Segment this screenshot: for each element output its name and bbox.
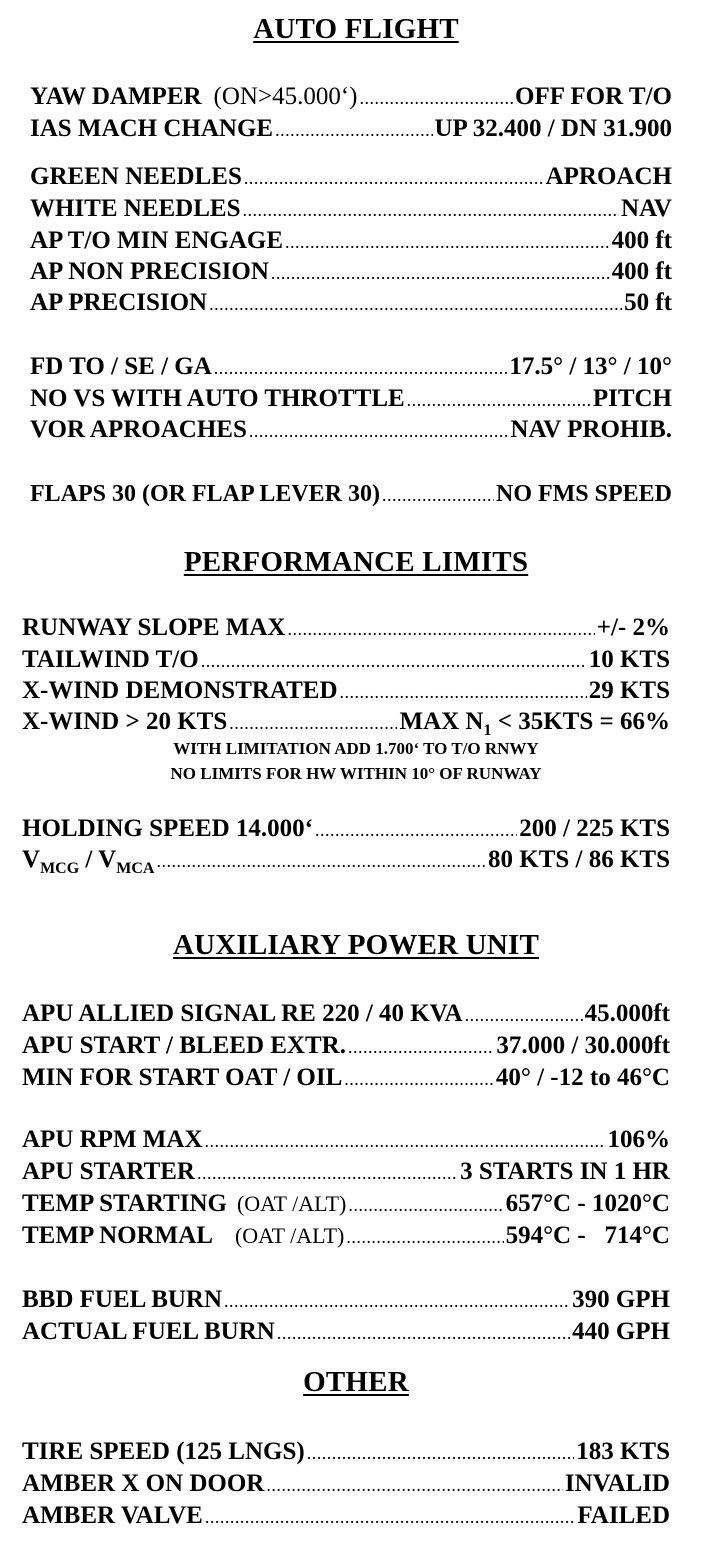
row-value: 3 STARTS IN 1 HR [460,1158,670,1185]
leader-dots [271,258,610,288]
row-label: APU RPM MAX [22,1126,203,1153]
row-value: 400 ft [611,258,672,285]
leader-dots [249,416,509,446]
row-temp-starting [22,1189,670,1220]
leader-dots [209,289,622,319]
row-label: NO VS WITH AUTO THROTTLE [30,385,405,412]
row-apu-start-bleed [22,1031,670,1062]
row-label: TEMP STARTING [22,1190,227,1217]
row-value: FAILED [577,1502,670,1529]
row-flaps-30 [30,479,672,510]
row-white-needles [30,194,672,225]
label-part: V [22,846,41,873]
row-apu-allied-signal [22,999,670,1030]
note-no-limits-hw: NO LIMITS FOR HW WITHIN 10° OF RUNWAY [170,764,542,783]
leader-dots [407,385,591,415]
row-tire-speed [22,1437,670,1468]
row-label: AMBER X ON DOOR [22,1470,265,1497]
row-green-needles [30,162,672,193]
row-ap-non-precision [30,257,672,288]
row-value: +/- 2% [596,614,670,641]
leader-dots [348,1032,494,1062]
section-title-performance-limits: PERFORMANCE LIMITS [183,546,529,578]
row-value: 200 / 225 KTS [519,815,670,842]
row-value: 10 KTS [588,646,670,673]
row-value: 80 KTS / 86 KTS [488,846,670,873]
row-value: OFF FOR T/O [515,83,672,110]
label-part: / V [79,846,117,873]
row-label: HOLDING SPEED 14.000‘ [22,815,314,842]
row-fd-to-se-ga [30,352,672,383]
row-value: NAV [621,195,672,222]
leader-dots [197,1158,458,1188]
leader-dots [156,846,486,876]
row-x-wind-over-20 [22,707,670,740]
row-value: UP 32.400 / DN 31.900 [434,115,672,142]
section-title-other: OTHER [303,1366,409,1398]
row-ap-to-min-engage [30,226,672,257]
row-ap-precision [30,288,672,319]
row-value: 657°C - 1020°C [505,1190,670,1217]
leader-dots [359,83,513,113]
row-label: X-WIND > 20 KTS [22,708,228,735]
row-holding-speed [22,814,670,845]
row-label: APU STARTER [22,1158,195,1185]
leader-dots [275,115,432,145]
row-actual-fuel-burn [22,1317,670,1348]
row-label: AP T/O MIN ENGAGE [30,227,284,254]
row-label: WHITE NEEDLES [30,195,241,222]
row-label: VOR APROACHES [30,416,247,443]
row-label: TAILWIND T/O [22,646,199,673]
leader-dots [214,353,508,383]
leader-dots [465,1000,583,1030]
section-title-auto-flight: AUTO FLIGHT [253,13,459,45]
row-label: APU START / BLEED EXTR. [22,1032,346,1059]
value-part: < 35KTS = 66% [491,708,670,735]
row-ias-mach-change [30,114,672,145]
leader-dots [224,1286,570,1316]
row-temp-normal [22,1221,670,1252]
leader-dots [287,614,594,644]
row-tailwind-to [22,645,670,676]
row-label: FLAPS 30 (OR FLAP LEVER 30) [30,481,381,507]
value-subscript: 1 [483,722,492,739]
row-value: INVALID [564,1470,670,1497]
leader-dots [346,1222,503,1252]
row-label: TEMP NORMAL [22,1222,213,1249]
row-value: 440 GPH [572,1318,670,1345]
leader-dots [307,1438,575,1468]
row-label [22,845,154,878]
leader-dots [340,677,587,707]
row-label: AP NON PRECISION [30,258,269,285]
row-value: 40° / -12 to 46°C [495,1064,670,1091]
row-label: BBD FUEL BURN [22,1286,223,1313]
note-limitation: WITH LIMITATION ADD 1.700‘ TO T/O RNWY [173,739,539,758]
row-value: 37.000 / 30.000ft [496,1032,670,1059]
row-amber-x-on-door [22,1469,670,1500]
row-label: AP PRECISION [30,289,208,316]
leader-dots [344,1064,494,1094]
leader-dots [201,646,587,676]
row-label: TIRE SPEED (125 LNGS) [22,1438,305,1465]
row-vor-aproaches [30,415,672,446]
row-amber-valve [22,1501,670,1532]
row-note: (ON>45.000‘) [213,83,358,110]
row-label: FD TO / SE / GA [30,353,212,380]
leader-dots [205,1502,576,1532]
row-bbd-fuel-burn [22,1285,670,1316]
leader-dots [285,227,610,257]
leader-dots [205,1126,606,1156]
row-value: NO FMS SPEED [495,481,672,507]
row-value: NAV PROHIB. [510,416,672,443]
leader-dots [315,815,517,845]
row-label: MIN FOR START OAT / OIL [22,1064,343,1091]
label-subscript: MCA [116,860,155,877]
row-value: 29 KTS [588,677,670,704]
leader-dots [277,1318,570,1348]
leader-dots [244,163,544,193]
row-value: 400 ft [611,227,672,254]
row-label: GREEN NEEDLES [30,163,242,190]
row-x-wind-demonstrated [22,676,670,707]
row-apu-rpm-max [22,1125,670,1156]
row-value: PITCH [592,385,672,412]
leader-dots [348,1190,503,1220]
row-value [399,707,670,740]
row-label: APU ALLIED SIGNAL RE 220 / 40 KVA [22,1000,463,1027]
row-label: YAW DAMPER [30,83,202,110]
row-runway-slope-max [22,613,670,644]
row-value: 50 ft [624,289,672,316]
row-yaw-damper [30,82,672,113]
row-value: 183 KTS [576,1438,670,1465]
row-note: (OAT /ALT) [234,1223,345,1248]
row-vmcg-vmca [22,845,670,878]
leader-dots [243,195,620,225]
row-label: ACTUAL FUEL BURN [22,1318,275,1345]
leader-dots [229,708,397,738]
leader-dots [382,480,494,510]
row-value: APROACH [545,163,672,190]
row-apu-starter [22,1157,670,1188]
row-no-vs-auto-throttle [30,384,672,415]
label-subscript: MCG [40,860,80,877]
row-value: 17.5° / 13° / 10° [509,353,672,380]
row-label: X-WIND DEMONSTRATED [22,677,338,704]
row-min-start-oat-oil [22,1063,670,1094]
row-label: AMBER VALVE [22,1502,203,1529]
row-value: 45.000ft [584,1000,670,1027]
leader-dots [266,1470,563,1500]
row-label: RUNWAY SLOPE MAX [22,614,286,641]
value-part: MAX N [399,708,484,735]
section-title-apu: AUXILIARY POWER UNIT [172,929,540,961]
row-value: 106% [607,1126,670,1153]
row-note: (OAT /ALT) [236,1191,347,1216]
row-value: 594°C - 714°C [505,1222,670,1249]
row-value: 390 GPH [572,1286,670,1313]
row-label: IAS MACH CHANGE [30,115,274,142]
